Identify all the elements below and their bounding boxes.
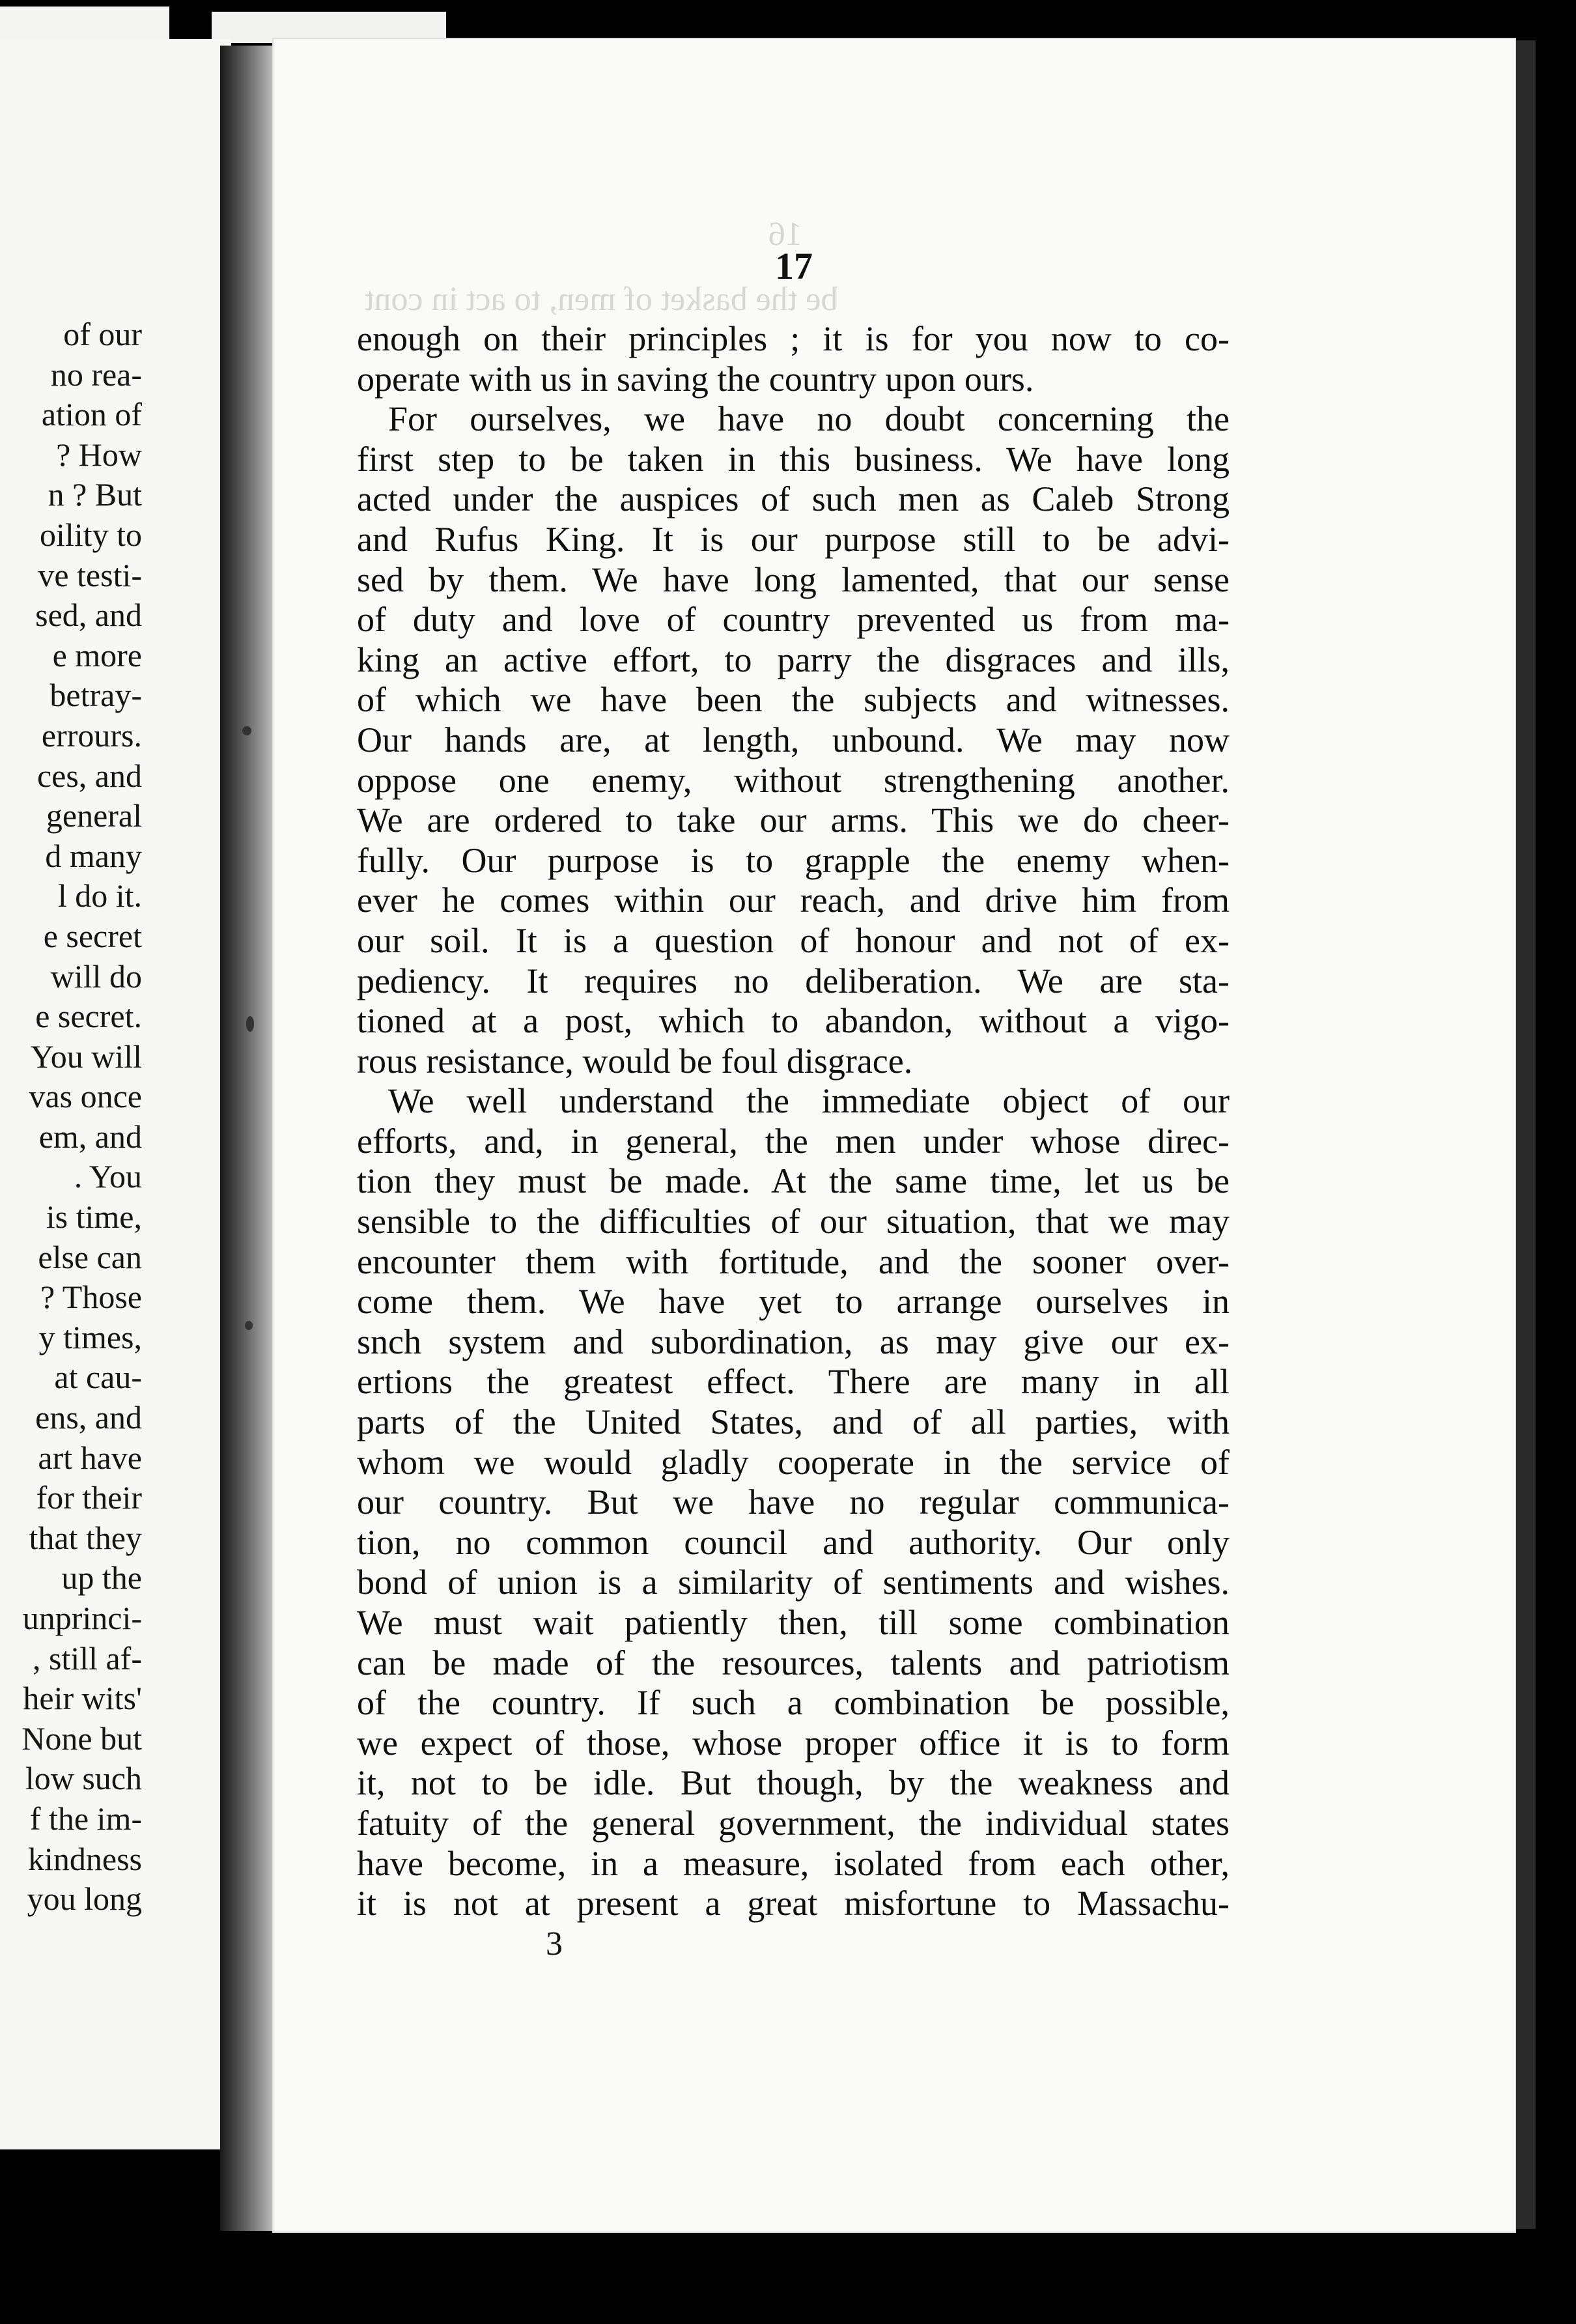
text-line: we expect of those, whose proper office it is to form: [357, 1723, 1230, 1763]
text-line: encounter them with fortitude, and the sooner over-: [357, 1241, 1230, 1281]
left-page-line: is time,: [46, 1198, 142, 1236]
left-page-line: low such: [25, 1760, 142, 1797]
left-page-line: f the im-: [29, 1800, 142, 1837]
left-page-line: vas once: [29, 1078, 142, 1115]
text-line: bond of union is a similarity of sentiments and wishes.: [357, 1563, 1230, 1602]
left-page-line: for their: [36, 1479, 142, 1516]
ink-speck: [242, 726, 251, 735]
text-line: pediency. It requires no deliberation. We are sta-: [357, 961, 1230, 1000]
left-page-line: ? How: [56, 436, 142, 473]
left-page-line: e secret: [43, 917, 142, 954]
left-page-line: of our: [63, 316, 142, 352]
text-line: it, not to be idle. But though, by the weakness and: [357, 1763, 1230, 1803]
text-line: can be made of the resources, talents and patriotism: [357, 1643, 1230, 1682]
left-page-line: heir wits': [23, 1680, 142, 1717]
text-line: tion, no common council and authority. Our only: [357, 1522, 1230, 1562]
left-page-line: ens, and: [35, 1399, 142, 1436]
left-page-line: that they: [29, 1519, 142, 1556]
left-page-line: general: [46, 797, 142, 834]
text-line: and Rufus King. It is our purpose still to be advi-: [357, 519, 1230, 559]
left-page-line: None but: [21, 1720, 142, 1757]
text-line: We well understand the immediate object of our: [388, 1081, 1230, 1121]
ink-speck: [245, 1321, 253, 1330]
text-line: of the country. If such a combination be possible,: [357, 1683, 1230, 1723]
text-line: have become, in a measure, isolated from each other,: [357, 1843, 1230, 1883]
text-line: our country. But we have no regular communica-: [357, 1482, 1230, 1522]
left-page-line: will do: [50, 957, 142, 995]
text-line: For ourselves, we have no doubt concerning the: [388, 399, 1230, 439]
page-tab: [0, 7, 169, 43]
text-line: king an active effort, to parry the disgraces and ills,: [357, 640, 1230, 679]
text-line: our soil. It is a question of honour and not of ex-: [357, 920, 1230, 960]
text-line: sensible to the difficulties of our situation, that we may: [357, 1202, 1230, 1241]
text-line: fully. Our purpose is to grapple the enemy when-: [357, 840, 1230, 880]
ink-speck: [246, 1016, 254, 1032]
left-page-line: you long: [27, 1880, 142, 1918]
page-edge-shadow: [1516, 40, 1536, 2229]
text-line: acted under the auspices of such men as Caleb Strong: [357, 479, 1230, 519]
page-number: 17: [775, 245, 813, 287]
text-line: first step to be taken in this business. We have long: [357, 439, 1230, 479]
text-line: Our hands are, at length, unbound. We may now: [357, 720, 1230, 759]
text-line: enough on their principles ; it is for you now to co-: [357, 319, 1230, 358]
left-page-line: kindness: [28, 1840, 142, 1877]
signature-mark: 3: [546, 1925, 563, 1963]
left-page-line: You will: [30, 1038, 142, 1075]
text-line: come them. We have yet to arrange ourselves in: [357, 1282, 1230, 1322]
text-line: ertions the greatest effect. There are many in all: [357, 1362, 1230, 1402]
text-line: oppose one enemy, without strengthening another.: [357, 760, 1230, 800]
left-page-line: ces, and: [36, 757, 142, 794]
text-line: of duty and love of country prevented us from ma-: [357, 600, 1230, 640]
text-line: We must wait patiently then, till some combination: [357, 1603, 1230, 1642]
left-page-line: , still af-: [32, 1639, 142, 1677]
left-page-line: d many: [45, 837, 142, 874]
text-line: operate with us in saving the country upon ours.: [357, 359, 1034, 399]
left-page-line: ve testi-: [38, 556, 142, 593]
left-facing-page: [0, 39, 231, 2149]
text-line: sed by them. We have long lamented, that our sense: [357, 560, 1230, 599]
text-line: tioned at a post, which to abandon, without a vigo-: [357, 1001, 1230, 1041]
text-line: tion they must be made. At the same time, let us be: [357, 1161, 1230, 1201]
left-page-line: em, and: [38, 1118, 142, 1155]
left-page-line: y times,: [38, 1318, 142, 1355]
left-page-line: . You: [74, 1158, 142, 1195]
left-page-line: ? Those: [40, 1279, 142, 1316]
book-gutter: [220, 46, 277, 2231]
text-line: whom we would gladly cooperate in the service of: [357, 1442, 1230, 1482]
left-page-line: no rea-: [50, 356, 142, 393]
left-page-line: oility to: [40, 516, 142, 553]
text-line: We are ordered to take our arms. This we do cheer-: [357, 801, 1230, 840]
text-line: rous resistance, would be foul disgrace.: [357, 1041, 913, 1081]
left-page-line: n ? But: [48, 476, 142, 513]
text-line: it is not at present a great misfortune to Massachu-: [357, 1884, 1230, 1923]
show-through-text: 16: [768, 216, 802, 253]
show-through-text: be the basket of men, to act in cont: [365, 281, 838, 318]
left-page-line: art have: [38, 1439, 142, 1476]
text-line: of which we have been the subjects and witnesses.: [357, 680, 1230, 720]
text-line: parts of the United States, and of all parties, with: [357, 1402, 1230, 1442]
left-page-line: ation of: [41, 396, 142, 433]
text-line: ever he comes within our reach, and drive him from: [357, 881, 1230, 920]
body-text: [357, 319, 1230, 1924]
left-page-text: [0, 315, 231, 1920]
left-page-line: errours.: [41, 716, 142, 754]
left-page-line: betray-: [49, 677, 142, 714]
left-page-line: up the: [61, 1559, 142, 1596]
left-page-line: l do it.: [57, 877, 142, 914]
left-page-line: e more: [52, 636, 142, 673]
left-page-line: e secret.: [35, 998, 142, 1035]
text-line: fatuity of the general government, the individual states: [357, 1803, 1230, 1843]
left-page-line: unprinci-: [22, 1600, 142, 1636]
left-page-line: else can: [38, 1238, 142, 1275]
left-page-line: sed, and: [35, 597, 142, 634]
text-line: snch system and subordination, as may give our ex-: [357, 1322, 1230, 1361]
left-page-line: at cau-: [54, 1359, 142, 1396]
text-line: efforts, and, in general, the men under whose direc-: [357, 1121, 1230, 1161]
